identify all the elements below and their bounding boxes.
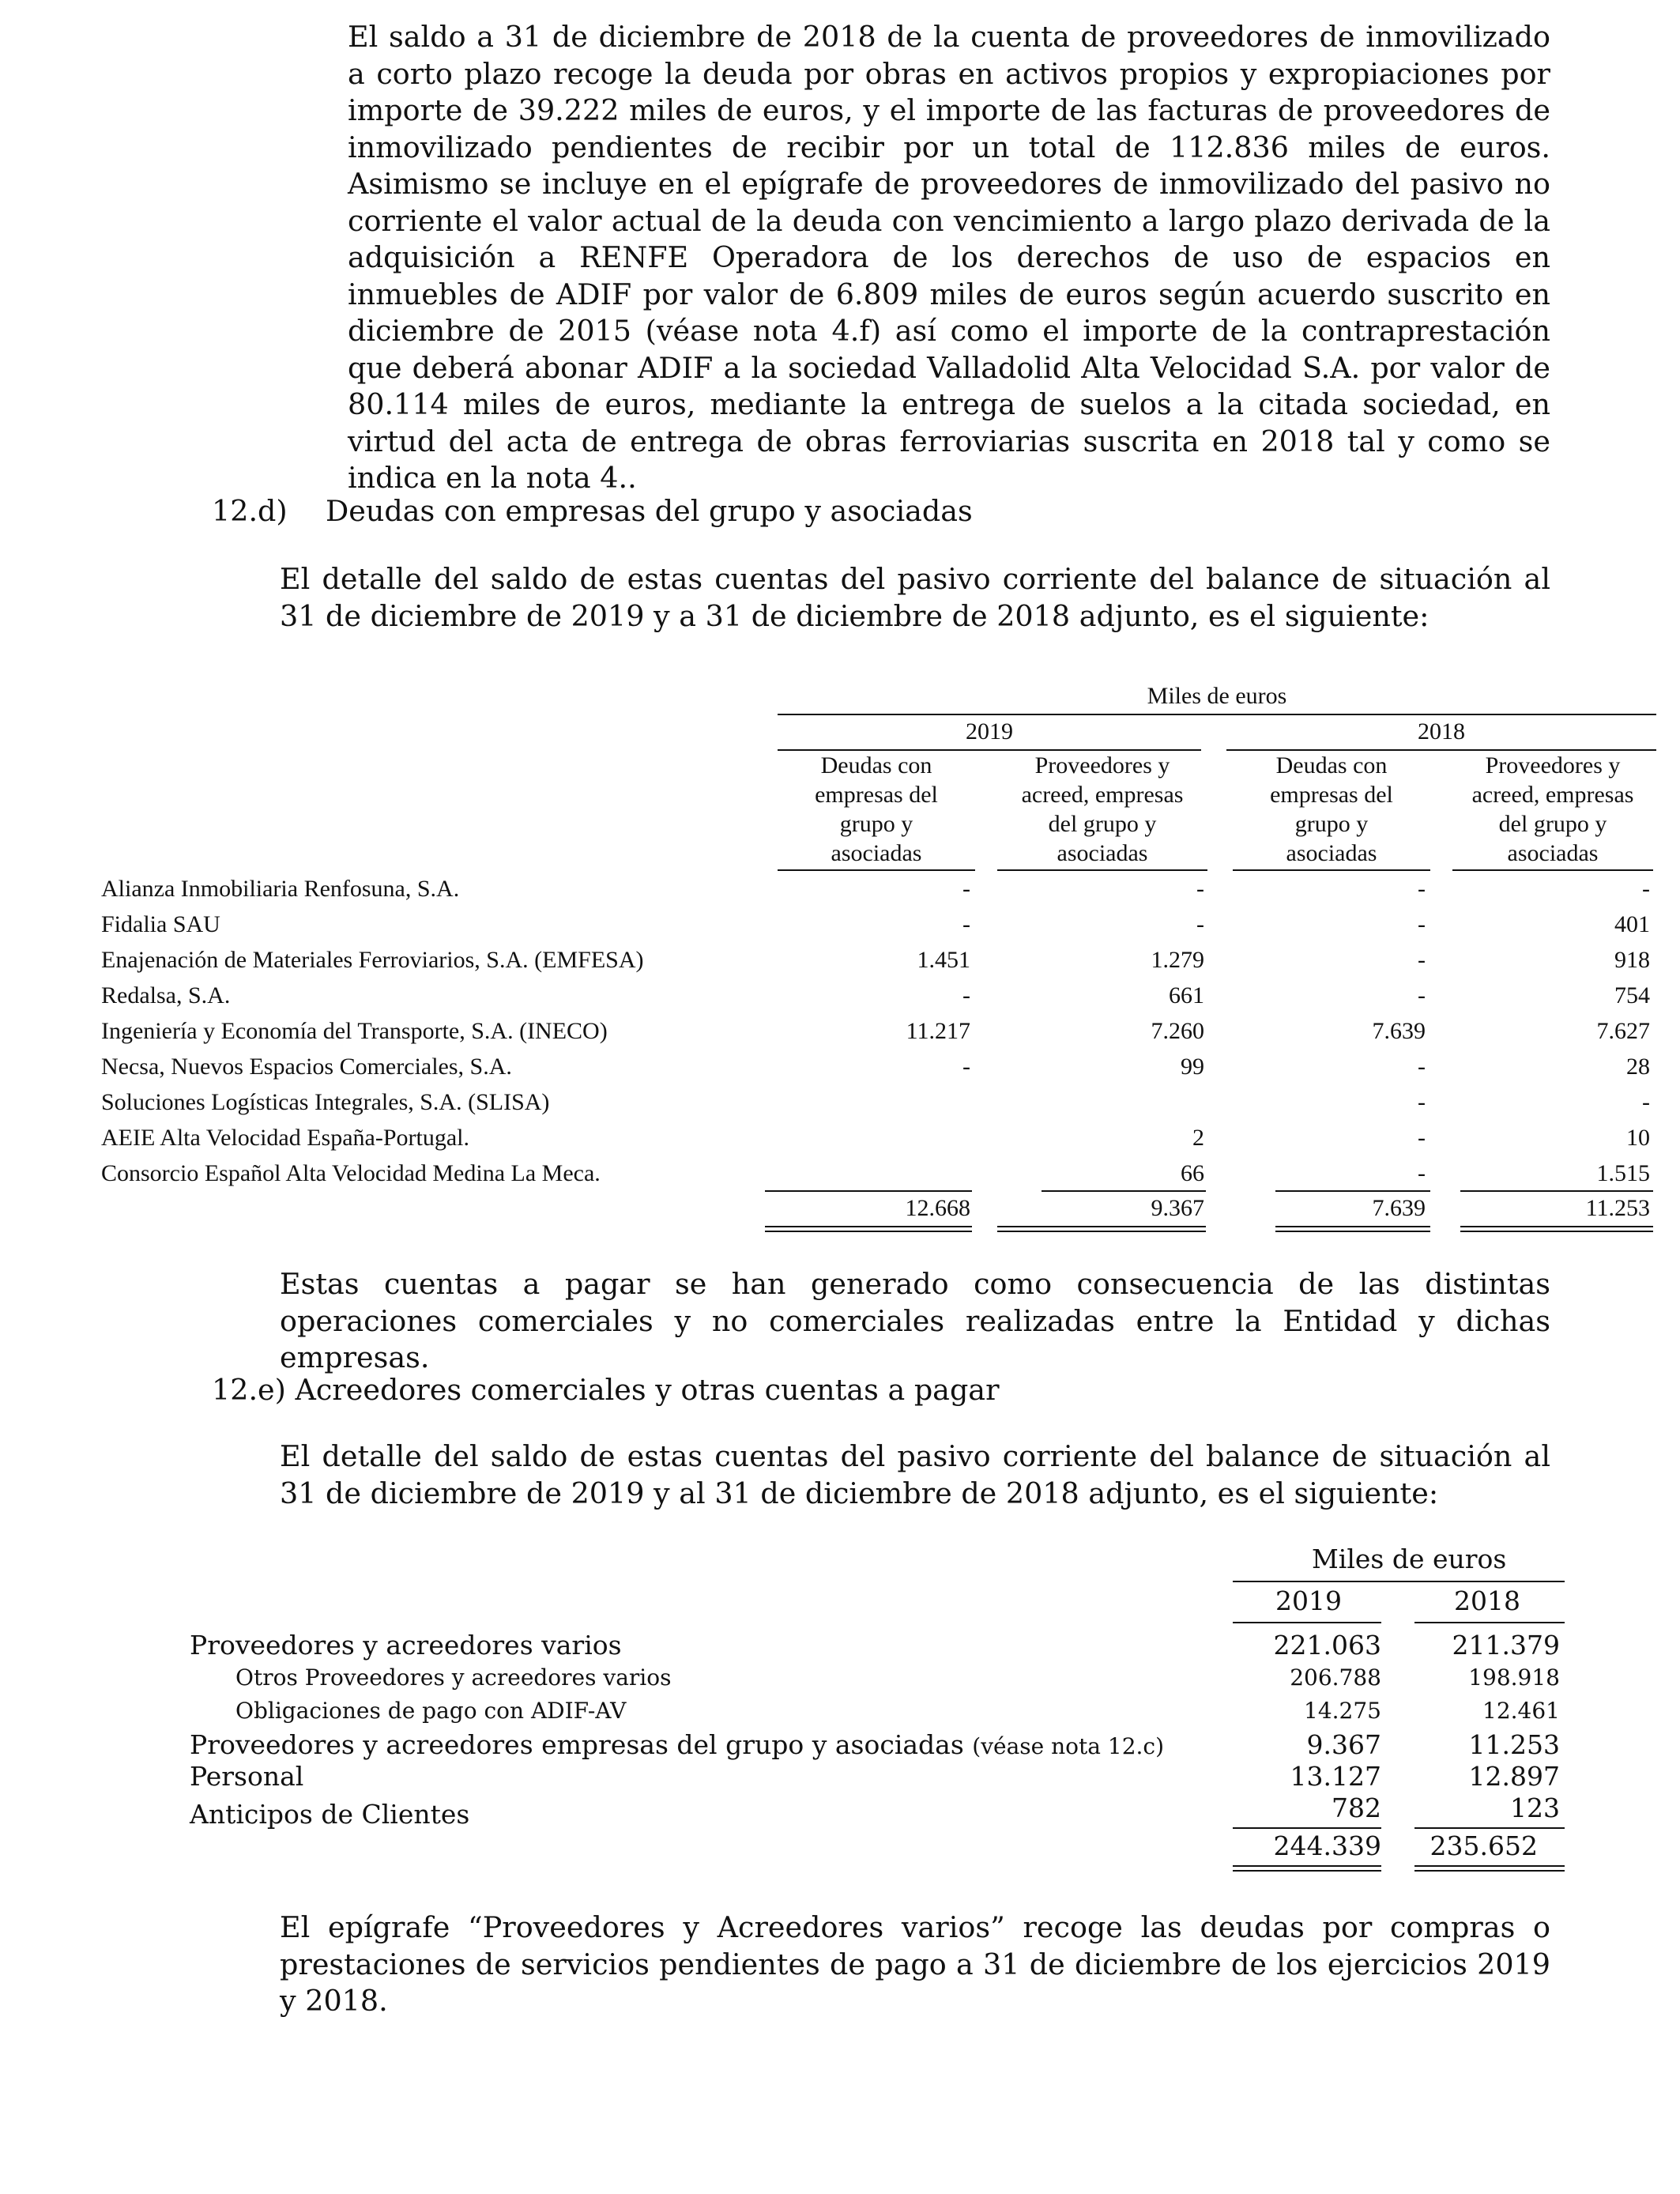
row-2019: 782 (1332, 1793, 1381, 1823)
table2-rule (1414, 1622, 1565, 1623)
row-label: Proveedores y acreedores varios (190, 1630, 622, 1661)
row-c1: 1.451 (917, 947, 970, 973)
row-2019: 221.063 (1273, 1630, 1381, 1661)
row-c1: - (962, 982, 970, 1008)
table2-unit-header: Miles de euros (1312, 1544, 1507, 1574)
total-2018: 235.652 (1430, 1830, 1538, 1861)
table2-year-2018: 2018 (1454, 1585, 1520, 1616)
table1-year-2018: 2018 (1418, 718, 1465, 745)
row-label: Necsa, Nuevos Espacios Comerciales, S.A. (101, 1054, 512, 1080)
row-c2: - (1196, 876, 1204, 902)
row-2018: 123 (1510, 1793, 1560, 1823)
row-c3: - (1418, 876, 1426, 902)
total-c2: 9.367 (1151, 1195, 1204, 1221)
row-c3: - (1418, 982, 1426, 1008)
row-c4: - (1642, 876, 1650, 902)
row-c3: - (1418, 947, 1426, 973)
row-c1: - (962, 876, 970, 902)
row-2018: 11.253 (1468, 1729, 1560, 1760)
table1-colheader-3: Deudas con empresas del grupo y asociadas (1270, 752, 1393, 866)
row-c2: 2 (1192, 1125, 1204, 1151)
row-c3: - (1418, 1125, 1426, 1151)
row-c2: 1.279 (1151, 947, 1204, 973)
table2-double-rule (1233, 1865, 1381, 1872)
row-2019: 206.788 (1290, 1664, 1381, 1691)
section-e-after: El epígrafe “Proveedores y Acreedores varios” recoge las deudas por compras o prestaciones de servicios pendientes de pago a 31 de diciembre de los ejercicios 2019 y 2018. (280, 1910, 1550, 2018)
row-label: Fidalia SAU (101, 911, 220, 937)
row-label: AEIE Alta Velocidad España-Portugal. (101, 1125, 469, 1151)
row-label: Enajenación de Materiales Ferroviarios, S.A. (EMFESA) (101, 947, 644, 973)
row-label: Alianza Inmobiliaria Renfosuna, S.A. (101, 876, 460, 902)
row-c3: - (1418, 1160, 1426, 1186)
row-2019: 14.275 (1304, 1698, 1381, 1724)
row-c2: - (1196, 911, 1204, 937)
total-c4: 11.253 (1585, 1195, 1650, 1221)
row-c4: 401 (1614, 911, 1650, 937)
row-label: Obligaciones de pago con ADIF-AV (235, 1698, 627, 1724)
row-note: (véase nota 12.c) (972, 1733, 1165, 1759)
row-2019: 13.127 (1290, 1761, 1381, 1792)
table2-total-rule (1233, 1827, 1381, 1829)
row-label: Soluciones Logísticas Integrales, S.A. (SLISA) (101, 1089, 550, 1115)
row-c3: - (1418, 1089, 1426, 1115)
table1-year-2019: 2019 (966, 718, 1013, 745)
row-label: Anticipos de Clientes (190, 1799, 470, 1830)
row-label: Personal (190, 1761, 304, 1792)
row-2019: 9.367 (1306, 1729, 1381, 1760)
row-c4: 918 (1614, 947, 1650, 973)
row-c2: 66 (1181, 1160, 1204, 1186)
row-label: Otros Proveedores y acreedores varios (235, 1664, 672, 1691)
row-c4: 7.627 (1596, 1018, 1650, 1044)
row-c4: 1.515 (1596, 1160, 1650, 1186)
table1-colheader-1: Deudas con empresas del grupo y asociadas (815, 752, 938, 866)
row-c2: 661 (1169, 982, 1204, 1008)
row-label: Ingeniería y Economía del Transporte, S.A. (INECO) (101, 1018, 608, 1044)
table2-rule (1233, 1581, 1565, 1582)
table1-colheader-2: Proveedores y acreed, empresas del grupo y asociadas (1021, 752, 1184, 866)
row-2018: 211.379 (1452, 1630, 1560, 1661)
section-e-heading: 12.e) Acreedores comerciales y otras cuentas a pagar (212, 1373, 1000, 1407)
total-c3: 7.639 (1372, 1195, 1426, 1221)
row-c1: - (962, 1054, 970, 1080)
intro-paragraph: El saldo a 31 de diciembre de 2018 de la cuenta de proveedores de inmovilizado a corto plazo recoge la deuda por obras en activos propios y expropiaciones por importe de 39.222 miles de euros, y el importe de las facturas de proveedores de inmovilizado pendientes de recibir por un total de 112.836 miles de euros. Asimismo se incluye en el epígrafe de proveedores de inmovilizado del pasivo no corriente el valor actual de la deuda con vencimiento a largo plazo derivada de la adquisición a RENFE Operadora de los derechos de uso de espacios en inmuebles de ADIF por valor de 6.809 miles de euros según acuerdo suscrito en diciembre de 2015 (véase nota 4.f) así como el importe de la contraprestación que deberá abonar ADIF a la sociedad Valladolid Alta Velocidad S.A. por valor de 80.114 miles de euros, mediante la entrega de suelos a la citada sociedad, en virtud del acta de entrega de obras ferroviarias suscrita en 2018 tal y como se indica en la nota 4.. (348, 20, 1550, 495)
row-label: Proveedores y acreedores empresas del grupo y asociadas (véase nota 12.c) (190, 1729, 1165, 1760)
table1-colheader-4: Proveedores y acreed, empresas del grupo y asociadas (1471, 752, 1634, 866)
row-c4: 754 (1614, 982, 1650, 1008)
total-2019: 244.339 (1273, 1830, 1381, 1861)
section-d-title: Deudas con empresas del grupo y asociadas (326, 494, 973, 528)
row-c4: 10 (1626, 1125, 1650, 1151)
row-c1: - (962, 911, 970, 937)
row-c3: - (1418, 911, 1426, 937)
row-2018: 12.461 (1482, 1698, 1560, 1724)
table2-year-2019: 2019 (1275, 1585, 1342, 1616)
total-c1: 12.668 (905, 1195, 970, 1221)
row-label: Consorcio Español Alta Velocidad Medina La Meca. (101, 1160, 601, 1186)
row-c4: 28 (1626, 1054, 1650, 1080)
row-2018: 12.897 (1468, 1761, 1560, 1792)
section-e-intro: El detalle del saldo de estas cuentas del pasivo corriente del balance de situación al 31 de diciembre de 2019 y al 31 de diciembre de 2018 adjunto, es el siguiente: (280, 1439, 1550, 1510)
table2-double-rule (1414, 1865, 1565, 1872)
row-c3: - (1418, 1054, 1426, 1080)
section-d-after: Estas cuentas a pagar se han generado como consecuencia de las distintas operaciones comerciales y no comerciales realizadas entre la Entidad y dichas empresas. (280, 1267, 1550, 1374)
table2-total-rule (1414, 1827, 1565, 1829)
row-c3: 7.639 (1372, 1018, 1426, 1044)
table2-rule (1233, 1622, 1381, 1623)
row-c4: - (1642, 1089, 1650, 1115)
row-c1: 11.217 (906, 1018, 970, 1044)
row-c2: 99 (1181, 1054, 1204, 1080)
section-d-intro: El detalle del saldo de estas cuentas del pasivo corriente del balance de situación al 31 de diciembre de 2019 y a 31 de diciembre de 2018 adjunto, es el siguiente: (280, 562, 1550, 633)
row-label: Redalsa, S.A. (101, 982, 231, 1008)
section-d-number: 12.d) (212, 494, 288, 528)
row-2018: 198.918 (1468, 1664, 1560, 1691)
row-c2: 7.260 (1151, 1018, 1204, 1044)
table1-unit-header: Miles de euros (1147, 683, 1287, 709)
